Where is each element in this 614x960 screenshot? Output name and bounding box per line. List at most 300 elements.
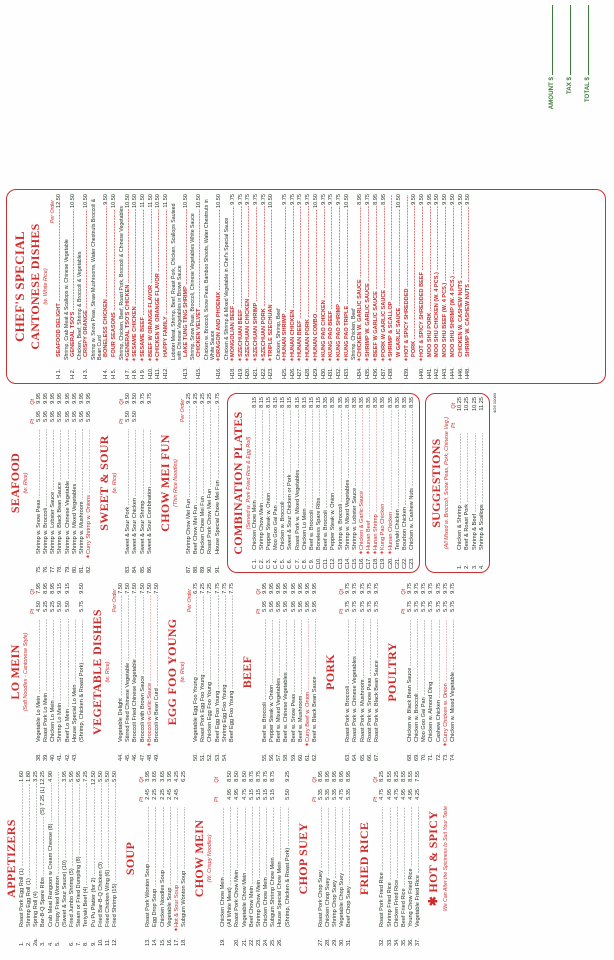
item-number: 51. [200,753,207,761]
menu-item [196,194,204,379]
appetizers-list [19,771,119,946]
item-price: 9.50 [103,194,110,205]
menu-item [163,194,171,379]
item-number: C 2. [258,558,265,569]
quart-price: 9.95 [276,583,283,594]
menu-item [91,771,98,946]
item-name: Sweet & Sour Combination ..... [147,429,154,554]
item-number: C12. [330,557,337,569]
item-name: Hunan Chicken ..... [388,409,395,550]
amount-label: AMOUNT $ [548,77,555,110]
item-name: KUNG PAO SHRIMP ..... [336,206,344,357]
item-name: Roast Pork w. Mushroom ..... [360,619,367,742]
item-name: Chicken Chop Suey ..... [325,807,332,927]
hot-spicy-section [426,771,449,946]
item-price: 7.50 [153,583,160,594]
quart-price: 8.25 [379,771,386,782]
item-number: 68. [407,753,413,761]
soup-list [145,771,188,946]
item-number: 60. [297,753,304,761]
pint-price: 5.25 [50,601,57,612]
item-name: Vegetable Chop Suey ..... [339,807,346,927]
item-number: 41. [57,753,64,761]
lo-mein-list [36,583,86,761]
hot-spicy-icon: ✶ [365,356,372,362]
item-name: Beef Egg Foo Young ..... [229,595,236,742]
menu-item [373,397,380,569]
item-number: H30. [320,367,327,379]
item-price: 9.75 [229,194,236,205]
sweet-sour-list [125,393,154,573]
menu-item [415,771,422,946]
item-name: Roast Pork Wonton Soup ..... [145,807,152,927]
menu-item [207,393,214,573]
menu-item [125,583,132,761]
column-header: Per Order [112,589,119,613]
item-name: SHRIMP & SCALLOP ..... [388,195,396,357]
menu-item [174,771,181,946]
menu-item [318,771,325,946]
item-price: 10.50 [124,194,131,208]
pint-price: 5.75 [449,601,456,612]
item-number: H34. [357,367,364,379]
column-header: Per Order [187,589,194,613]
item-name: (Shrimp, Chicken & Roast Pork) ..... [79,619,86,742]
item-number: H39. [403,367,410,379]
menu-item [427,194,435,379]
column-header: Qt [30,589,36,595]
quart-price: 9.95 [78,393,85,404]
quart-price: 10.25 [457,397,464,411]
item-number: 53. [214,753,221,761]
item-number: 56. [269,753,276,761]
item-number: 88. [193,565,200,573]
menu-item [414,583,421,761]
item-name: Beef w. Black Bean Sauce ..... [312,619,319,742]
item-price: 8.35 [323,397,330,408]
menu-item [43,583,50,761]
pint-price: 5.15 [248,789,255,800]
menu-item [263,771,270,946]
egg-foo-young-title: EGG FOO YOUNG [165,618,180,726]
chefs-special-subtitle: (w. White Rice) [43,268,49,305]
item-name: Beef w. Mushroom ..... [298,619,305,742]
item-number: 58. [283,753,290,761]
column-header: Pt [119,419,126,425]
menu-item [98,771,105,946]
hot-spicy-icon: ✶ [305,356,312,362]
item-name: Sweet & Sour Shrimp ..... [140,429,147,554]
item-name: Sweet & Sour Chicken or Pork ..... [287,409,294,550]
item-name: Shrimp & Scallops ..... [479,433,486,550]
item-number: H26. [289,367,296,379]
menu-item [55,771,62,946]
item-number: 44. [118,753,125,761]
item-number: H20. [245,367,252,379]
item-name: Broccoli w Garlic Sauce ..... [147,595,154,742]
item-number: 86. [146,565,153,573]
item-price: 8.35 [359,397,365,408]
menu-item [86,393,93,573]
item-price: 9.95 [426,194,433,205]
item-number: 40. [50,753,57,761]
column-header: Pt [30,419,36,425]
item-price: 3.95 [61,771,68,782]
item-number: H 4. [103,368,110,379]
quart-price: 9.75 [146,393,153,404]
item-price: 10.50 [216,194,223,208]
item-name: Chicken w. Mixed Vegetable ..... [450,619,457,742]
item-number: 29. [332,938,338,946]
quart-price: 8.95 [50,583,57,594]
item-price: 10.50 [110,194,117,208]
item-number: 19. [220,938,227,946]
chow-mei-fun-title: CHOW MEI FUN [157,434,172,532]
beef-list [262,583,319,761]
item-name: Chicken w. Cashew Nuts ..... [409,409,416,550]
item-number: C14. [344,557,351,569]
item-name: Roast Pork w. Chinese Vegetables ..... [352,619,359,742]
pint-price: 5.35 [317,789,324,800]
item-number: H42. [434,367,441,379]
vegetable-title: VEGETABLE DISHES [90,609,105,735]
item-price: 7.50 [118,583,125,594]
quart-price: 9.95 [43,393,50,404]
menu-item [312,583,319,761]
item-number: 42. [64,753,71,761]
hot-spicy-icon: ✶ [245,356,252,362]
menu-item [387,771,394,946]
item-price: 8.95 [372,194,379,205]
item-number: 32. [379,938,386,946]
menu-item [373,194,381,379]
item-price: 9.50 [434,194,441,205]
sweet-sour-subtitle: (w. Rice) [112,472,119,494]
column-header: Pt [255,609,262,615]
menu-item [111,194,119,379]
hot-spicy-icon: ✶ [297,356,304,362]
combination-box [227,393,421,573]
pint-price: 5.95 [297,601,304,612]
menu-item [266,397,273,569]
hot-spicy-icon: ✶ [260,356,267,362]
item-number: 6. [69,941,76,946]
item-name: Beef Egg Foo Young ..... [215,595,222,742]
menu-item [125,194,133,379]
item-price: 8.95 [357,194,364,205]
menu-item [344,194,352,379]
item-price: 1.60 [19,771,25,782]
seafood-title: SEAFOOD [8,452,22,514]
item-price: 7.75 [221,583,228,594]
hot-spicy-icon: ✶ [442,741,449,747]
item-number: 84. [132,565,139,573]
item-name: Moo Goo Gai Pan ..... [273,409,280,550]
item-number: 55. [261,753,268,761]
menu-item [365,194,373,379]
poultry-title: POULTRY [385,642,399,702]
item-name: Spring Roll (4) ..... [33,783,40,927]
pint-price: 5.50 [284,789,291,800]
column-header: Qt [401,589,407,595]
pint-price: 5.75 [366,601,373,612]
item-name: BEEF W ORANGE FLAVOR ..... [148,209,156,357]
menu-item [302,397,309,569]
item-price: 8.35 [409,397,416,408]
item-name: KUNG PAO BEEF ..... [328,206,336,357]
menu-item [193,393,200,573]
quart-price: 9.95 [269,583,276,594]
quart-price: 9.95 [36,393,42,404]
item-price: 9.25 [193,393,200,404]
item-price: 9.75 [245,194,252,205]
hot-spicy-icon: ✶ [252,356,259,362]
item-price: 5.50 [97,771,104,782]
item-number: H15. [196,367,203,379]
tax-line [570,5,571,75]
item-number: H38. [388,367,395,379]
item-name: CHICKEN W. CASHEW NUTS ..... [458,206,466,357]
item-name: Beef w. Snow Peas ..... [291,619,298,742]
menu-item [479,397,486,569]
item-price: 9.75 [214,393,221,404]
hot-spicy-icon: ✶ [155,356,162,362]
item-name: Shrimp w. Black Bean Sauce ..... [57,429,64,554]
item-description: Shrimp, Snow Peas, Broccoli, Chinese Vegetables White Sauce [190,213,197,360]
combination-subtitle: (Served w. Pork Fried Rice & Egg Roll) [245,436,252,530]
hot-spicy-icon: ✶ [132,356,139,362]
poultry-section [385,583,457,761]
quart-price: 9.75 [428,583,435,594]
item-name: MOO SHU SHRIMP (W. 4 PCS.) ..... [450,206,458,357]
quart-price: 9.95 [57,393,64,404]
pint-price: 5.15 [263,789,270,800]
item-number: H 9. [139,368,146,379]
item-number: C21. [394,557,401,569]
item-number: 20. [234,938,241,946]
item-name: Roast Pork Fried Rice ..... [379,807,386,927]
quart-price: 7.95 [36,583,42,594]
item-number: C 3. [265,558,272,569]
item-number: 65. [359,753,366,761]
menu-item [36,393,43,573]
pint-price: 4.75 [339,789,346,800]
item-number: 2. [464,564,471,569]
item-name: Shrimp w. Mixed Vegetables ..... [72,429,79,554]
menu-item [442,194,450,379]
item-number: 10. [97,938,104,946]
quart-price: 8.95 [317,771,324,782]
item-number: C10. [316,557,323,569]
item-name: Crab Meat Rangoon w Cream Cheese (8) ..... [48,783,55,927]
quart-price: 9.75 [373,583,380,594]
hot-spicy-icon: ✶ [335,356,342,362]
item-name: Beef w. Broccoli ..... [309,409,316,550]
item-price: 10.50 [312,194,319,208]
item-price: 5.95 [69,771,76,782]
pint-price: 5.95 [86,411,93,422]
item-number: 70. [421,753,428,761]
menu-item [83,771,90,946]
item-number: 8. [83,941,90,946]
item-name: Chicken Chow Mein ..... [252,409,259,550]
item-price: 8.15 [301,397,308,408]
cantonese-dishes-title: CANTONESE DISHES [28,223,42,350]
pint-price: 2.25 [152,789,159,800]
item-number: 71. [428,753,435,761]
menu-item [40,771,47,946]
quart-price: 9.75 [407,583,413,594]
hot-spicy-icon: ✶ [388,356,395,362]
quart-price: 8.95 [346,771,353,782]
item-price: 9.75 [305,194,312,205]
menu-item [256,771,263,946]
item-name: SZECHUAN SHRIMP ..... [253,206,261,357]
item-price: 7.50 [139,583,146,594]
quart-price: 11.25 [478,397,485,411]
item-number: H44. [449,367,456,379]
pint-price: 5.95 [261,601,268,612]
item-number: H29. [312,367,319,379]
column-header: Qt [373,777,380,783]
item-number: 82. [86,565,93,573]
item-number: 33. [386,938,393,946]
menu-item [148,194,156,379]
pint-price: 4.25 [415,789,422,800]
item-description: Chicken, Beef, Shrimp & Broccoli & Vegetables [77,251,84,360]
item-price: 11.50 [139,194,146,208]
hot-spicy-icon: ✶ [372,356,379,362]
tax-field[interactable] [566,5,573,94]
item-name: BONELESS CHICKEN ..... [103,206,111,357]
menu-item [298,583,305,761]
quart-price: 3.65 [152,771,159,782]
item-number: H48. [465,367,472,379]
menu-item [152,771,159,946]
hot-spicy-label: HOT & SPICY [426,810,441,893]
item-price: 5.50 [104,771,111,782]
item-name: Bourbon Chicken ..... [402,409,409,550]
total-field[interactable] [584,5,591,102]
item-number: 47. [139,753,146,761]
hot-spicy-icon: ✶ [320,356,327,362]
item-name: Shrimp Lo Mein ..... [57,619,64,742]
item-name: (All White Meat) ..... [227,807,234,927]
menu-item [367,583,374,761]
item-price: 8.35 [401,397,408,408]
item-number: 62. [312,753,319,761]
amount-line [552,5,553,75]
item-name: Beef & Roast Pork ..... [464,433,471,550]
item-name: MOO SHU BEEF (W. 4 PCS.) ..... [442,206,450,357]
item-price: 9.50 [442,194,449,205]
item-name: Stirred Fried Chinese Vegetable ..... [125,595,132,742]
menu-item [145,771,152,946]
column-header: Qt [139,777,146,783]
item-name: Young Chow Fried Rice ..... [408,807,415,927]
amount-field[interactable] [548,5,555,109]
item-name: Chicken Chow Mei Fun ..... [200,405,207,554]
item-number: 17. [173,938,180,946]
item-price: 8.35 [344,397,351,408]
item-name: Curry Shrimp w. Onions ..... [86,429,93,554]
item-name: Shrimp Chow Mein ..... [259,409,266,550]
item-name: Shrimp w. Broccoli ..... [43,429,50,554]
quart-price: 8.50 [241,771,248,782]
chow-mein-title: CHOW MEIN [192,819,207,898]
beef-title: BEEF [239,655,254,689]
item-number: 9. [90,941,97,946]
sweet-sour-title: SWEET & SOUR [97,435,112,531]
item-number: 37. [415,938,422,946]
combination-list [252,397,417,569]
pint-price: 4.95 [386,789,393,800]
menu-item [321,194,329,379]
item-name: KUNG PAO TRIPLE ..... [344,209,352,357]
item-name: MOO SHU PORK ..... [427,206,435,357]
pint-price: 5.35 [346,789,353,800]
item-name: FOUR SEASONS ..... [111,209,119,357]
pint-price: 5.15 [270,789,277,800]
menu-item [323,397,330,569]
item-name: Subgum Wonton Soup ..... [181,807,188,927]
column-header: Pt [30,609,36,615]
pork-list [345,583,381,761]
fried-rice-list [379,771,422,946]
soup-section [123,771,188,946]
menu-item [388,194,396,379]
menu-item [465,194,473,379]
item-price: 10.50 [132,194,139,208]
menu-item [305,583,312,761]
menu-item [366,397,373,569]
menu-item [252,397,259,569]
item-number: C19. [380,557,387,569]
item-number: 13. [145,938,152,946]
item-price: 9.50 [457,194,464,205]
item-price: 5.50 [112,771,119,782]
tax-label: TAX $ [566,77,573,95]
menu-item [285,771,292,946]
menu-item [313,194,321,379]
quart-price: 8.50 [227,771,234,782]
item-name: Broccoli with Brown Sauce ..... [140,595,147,742]
menu-item [346,771,353,946]
pork-section [323,583,381,761]
hot-spicy-icon: ✶ [312,356,319,362]
item-number: C 1. [251,558,258,569]
item-name: W GARLIC SAUCE ..... [396,209,404,357]
pint-price: 5.75 [78,601,85,612]
pint-price: 5.95 [290,601,297,612]
item-price: 10.50 [343,194,350,208]
menu-item [396,194,404,379]
item-name: Beef w. Mixed Vegetables ..... [276,619,283,742]
item-number: 7. [76,941,83,946]
item-name: Cashew Chicken ..... [436,619,443,742]
item-number: 74. [449,753,456,761]
item-number: 18. [180,938,187,946]
column-1 [0,771,614,946]
item-name: Roast Pork Chop Suey ..... [318,807,325,927]
menu-item [103,194,111,379]
quart-price: 9.75 [414,583,421,594]
item-price: 9.75 [260,194,267,205]
column-header: Qt [214,777,221,783]
quart-price: 9.75 [442,583,449,594]
item-number: 21. [241,938,248,946]
item-price: 8.35 [394,397,401,408]
